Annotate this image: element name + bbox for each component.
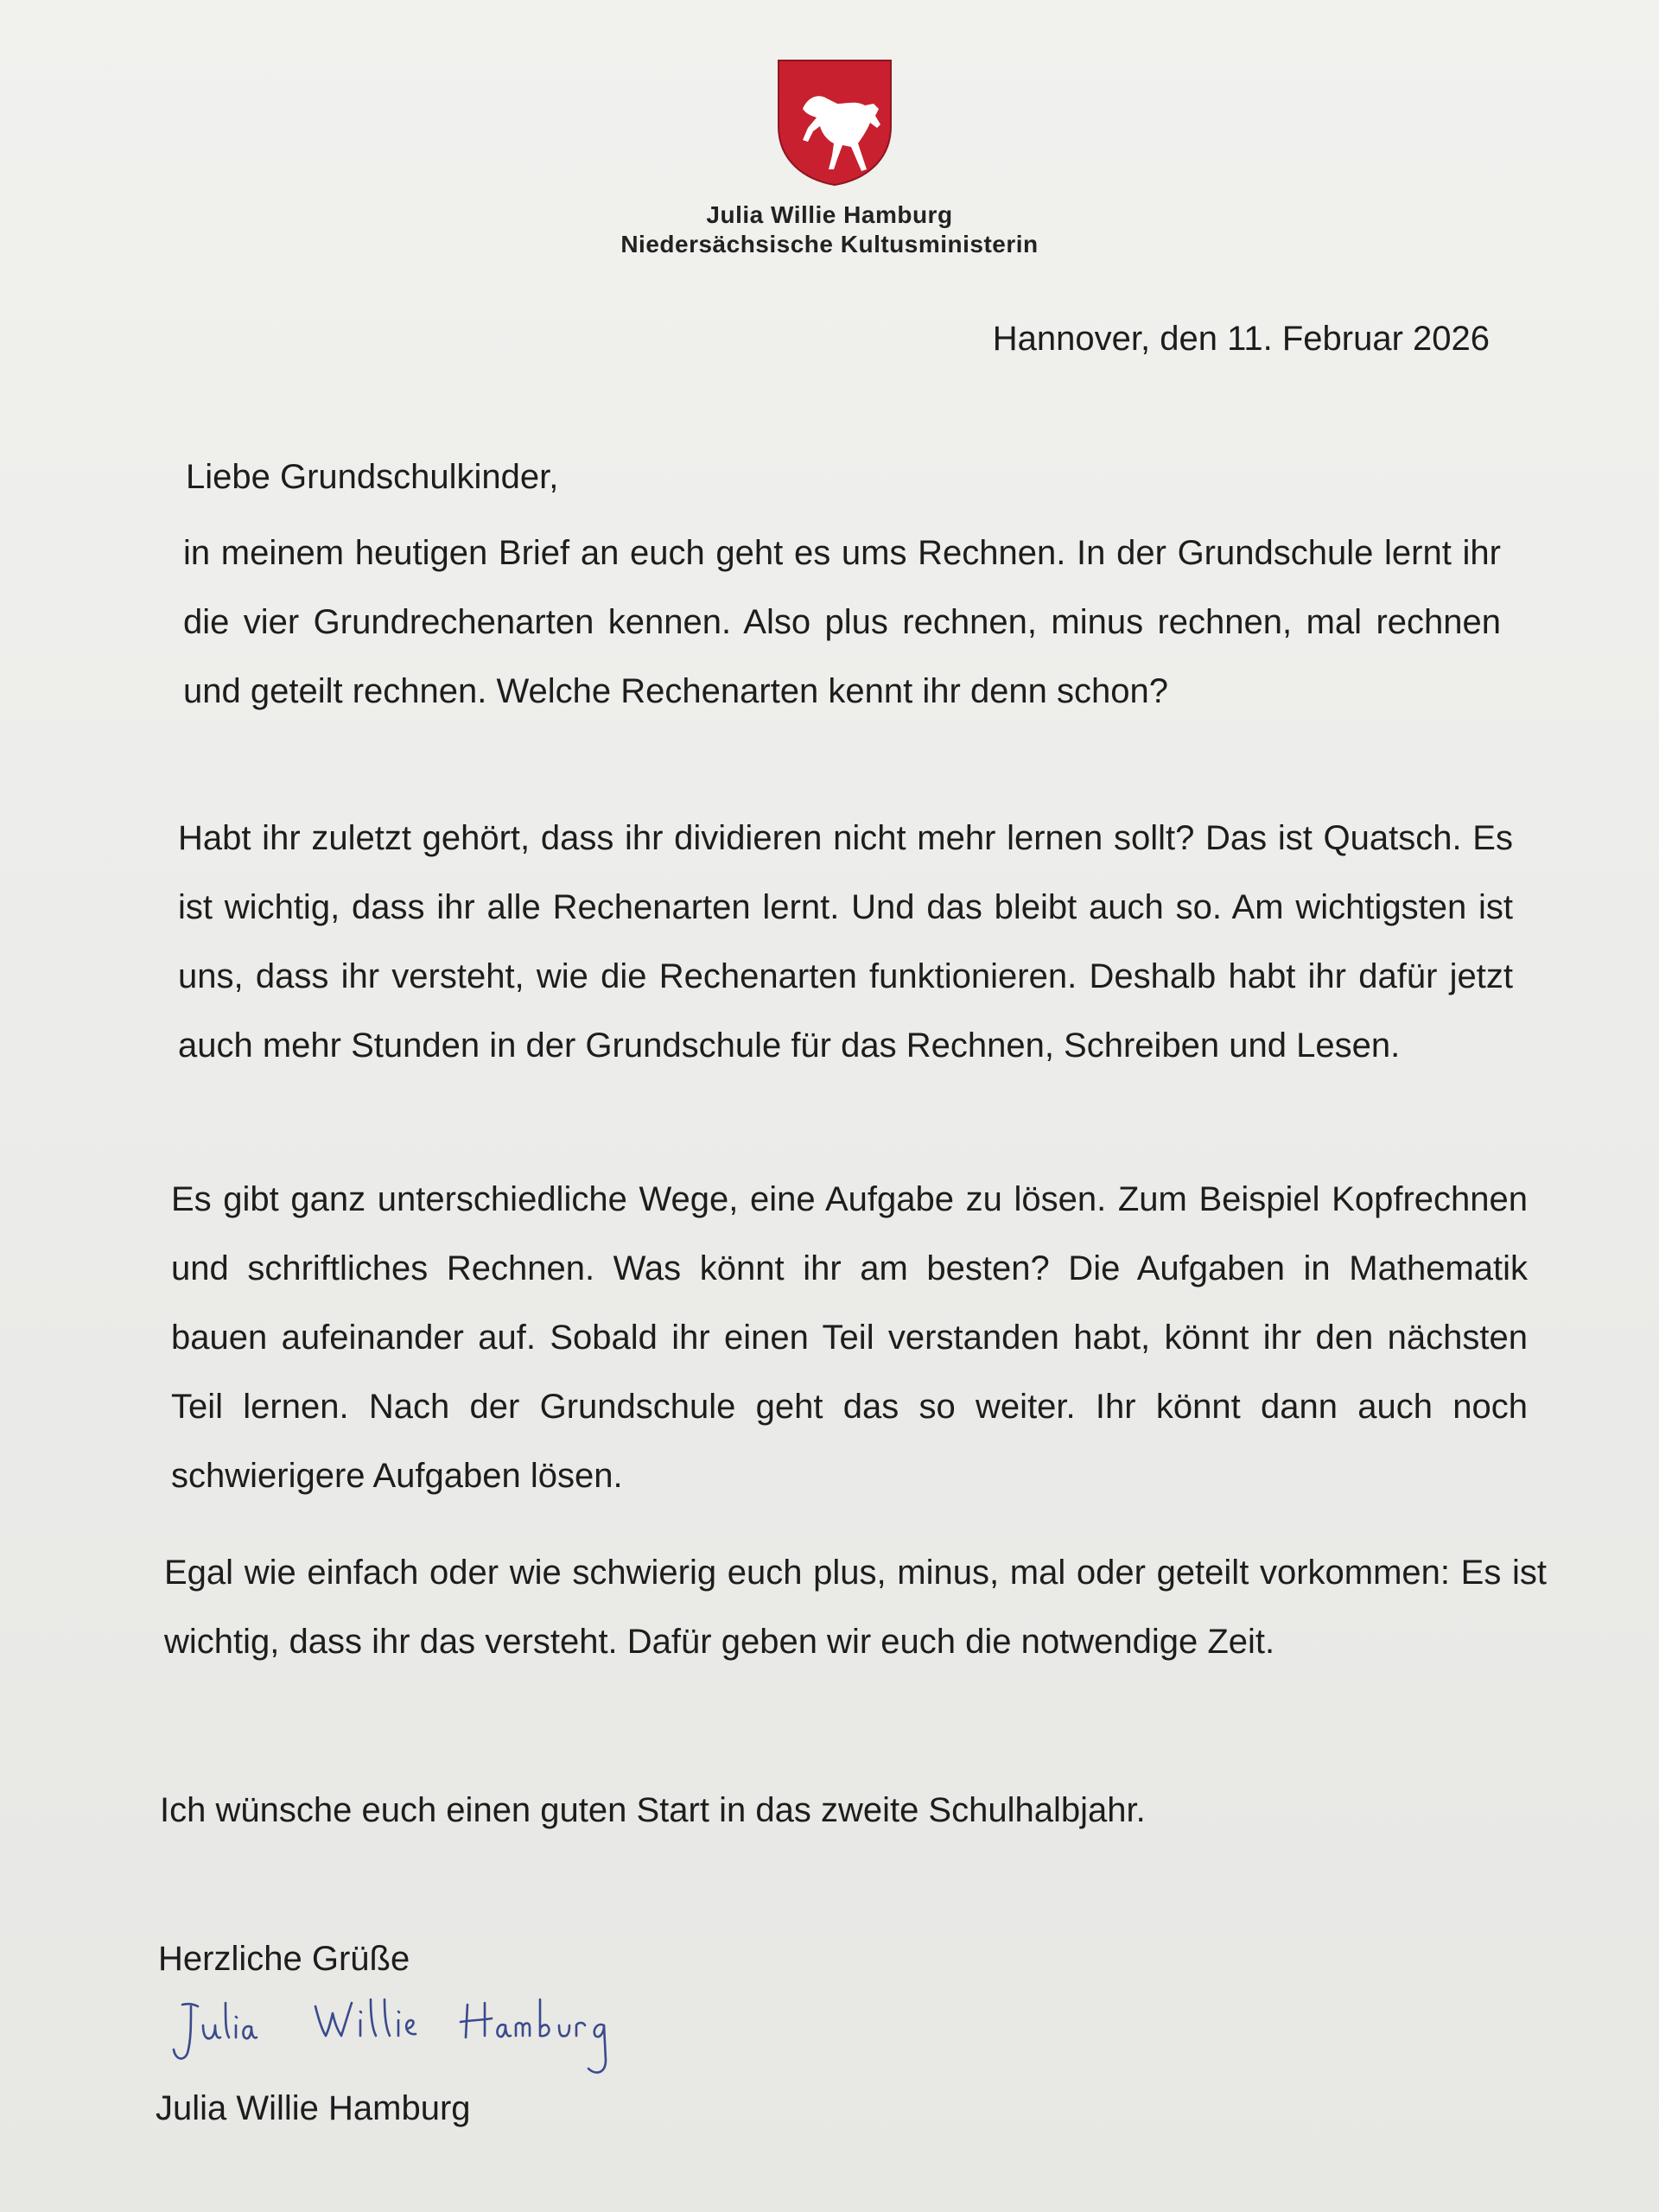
sender-block [0, 200, 1659, 259]
paragraph-2: Habt ihr zuletzt gehört, dass ihr dividieren nicht mehr lernen sollt? Das ist Quatsch. Es ist wichtig, dass ihr alle Rechenarten lernt. Und das bleibt auch so. Am wichtigsten ist uns, dass ihr versteht, wie die Rechenarten funktionieren. Deshalb habt ihr dafür jetzt auch mehr Stunden in der Grundschule für das Rechnen, Schreiben und Lesen. [178, 819, 1513, 1065]
lower-saxony-horse-crest-icon [777, 59, 893, 187]
paragraph-5: Ich wünsche euch einen guten Start in das zweite Schulhalbjahr. [160, 1791, 1146, 1829]
paragraph-3: Es gibt ganz unterschiedliche Wege, eine Aufgabe zu lösen. Zum Beispiel Kopfrechnen und schriftliches Rechnen. Was könnt ihr am besten? Die Aufgaben in Mathematik bauen aufeinander auf. Sobald ihr einen Teil verstanden habt, könnt ihr den nächsten Teil lernen. Nach der Grundschule geht das so weiter. Ihr könnt dann auch noch schwierigere Aufgaben lösen. [171, 1180, 1528, 1495]
salutation: Liebe Grundschulkinder, [186, 458, 559, 496]
paragraph-1: in meinem heutigen Brief an euch geht es ums Rechnen. In der Grundschule lernt ihr die vier Grundrechenarten kennen. Also plus rechnen, minus rechnen, mal rechnen und geteilt rechnen. Welche Rechenarten kennt ihr denn schon? [183, 534, 1501, 710]
sender-name: Julia Willie Hamburg [706, 201, 953, 228]
printed-signature: Julia Willie Hamburg [156, 2089, 471, 2127]
closing: Herzliche Grüße [158, 1940, 410, 1978]
handwritten-signature [160, 1987, 678, 2091]
paragraph-4: Egal wie einfach oder wie schwierig euch plus, minus, mal oder geteilt vorkommen: Es ist wichtig, dass ihr das versteht. Dafür geben wir euch die notwendige Zeit. [164, 1554, 1547, 1661]
sender-title: Niedersächsische Kultusministerin [620, 231, 1039, 257]
letter-date: Hannover, den 11. Februar 2026 [992, 320, 1490, 358]
